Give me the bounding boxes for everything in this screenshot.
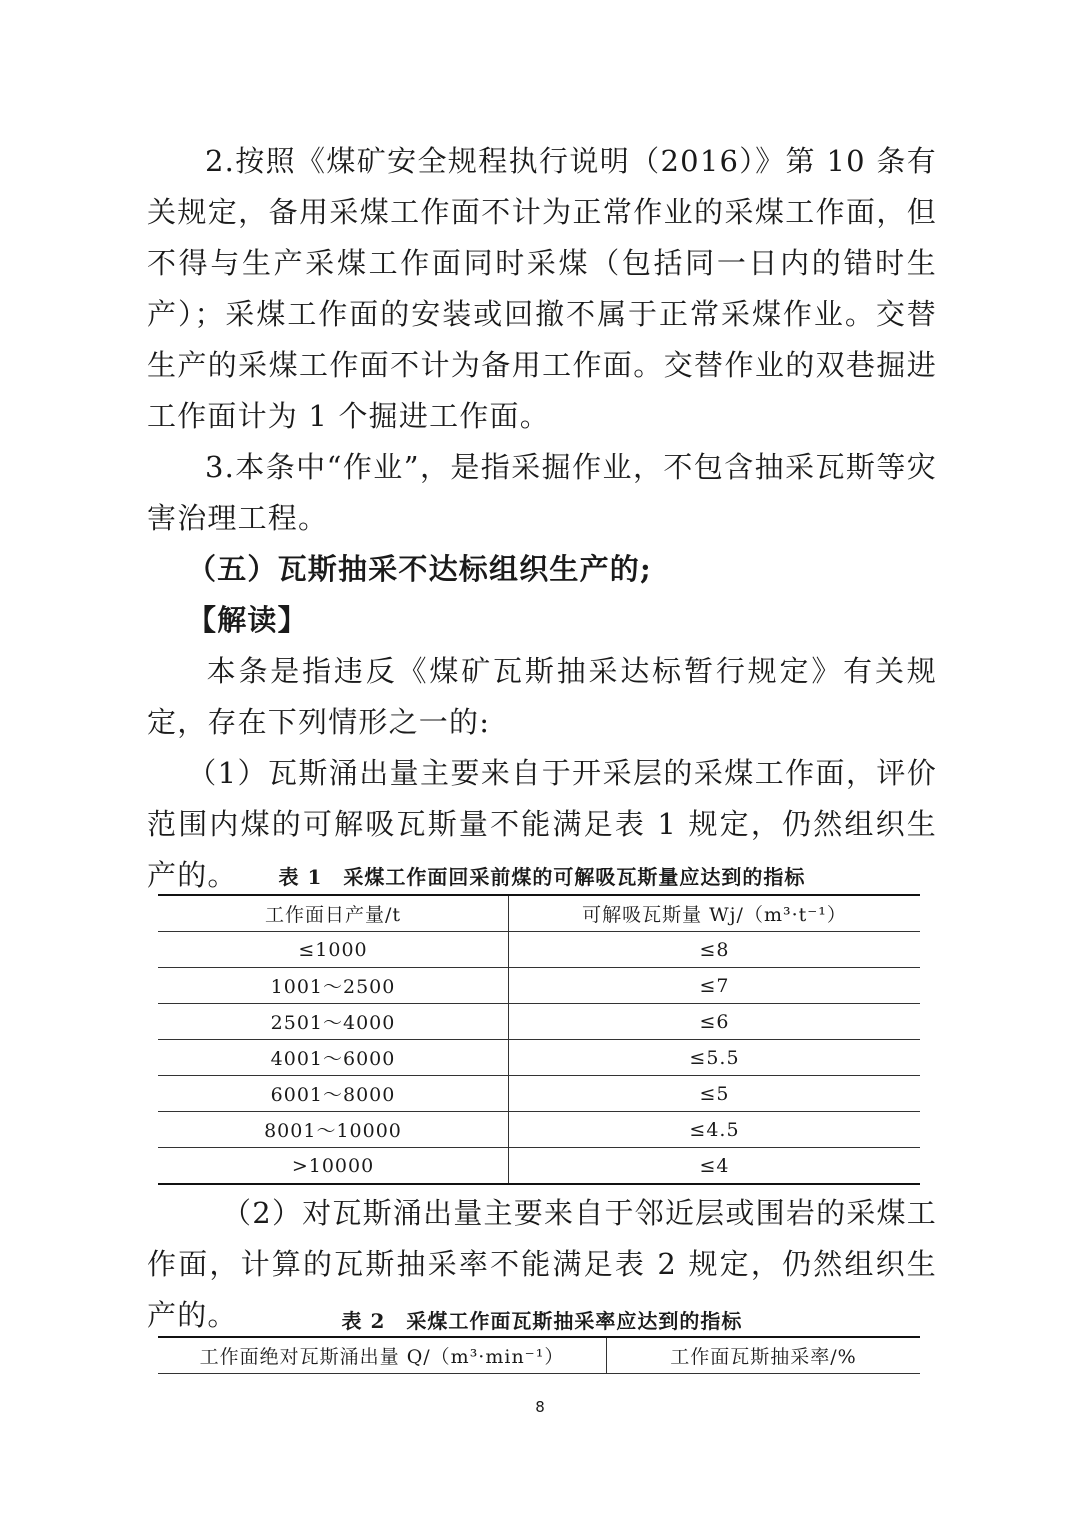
table1-cell: ≤8 (509, 932, 921, 968)
paragraph-item-2 (147, 136, 937, 442)
table1-header-cell: 可解吸瓦斯量 Wj/（m³·t⁻¹） (509, 895, 921, 932)
table1-row (158, 1004, 920, 1040)
table1-row (158, 1112, 920, 1148)
paragraph-intro-text: 本条是指违反《煤矿瓦斯抽采达标暂行规定》有关规定，存在下列情形之一的: (147, 654, 937, 739)
section-heading-5-text: （五）瓦斯抽采不达标组织生产的; (187, 552, 652, 586)
table2-caption: 表 2 采煤工作面瓦斯抽采率应达到的指标 (341, 1309, 743, 1333)
table2-header-row (158, 1337, 920, 1374)
paragraph-intro (147, 646, 937, 748)
table1-row (158, 932, 920, 968)
table1-caption: 表 1 采煤工作面回采前煤的可解吸瓦斯量应达到的指标 (278, 865, 806, 889)
table1-cell: 2501～4000 (158, 1004, 509, 1040)
table1-row (158, 1076, 920, 1112)
table1-cell: ≤5 (509, 1076, 921, 1112)
table1-cell: ≤7 (509, 968, 921, 1004)
table1-cell: ≤6 (509, 1004, 921, 1040)
table2 (158, 1336, 920, 1374)
table1-row (158, 1148, 920, 1185)
table1-cell: 8001～10000 (158, 1112, 509, 1148)
table1-cell: 1001～2500 (158, 968, 509, 1004)
interpretation-heading-text: 【解读】 (187, 603, 308, 637)
table1-cell: ≤5.5 (509, 1040, 921, 1076)
paragraph-case-2-text: （2）对瓦斯涌出量主要来自于邻近层或围岩的采煤工作面，计算的瓦斯抽采率不能满足表 2 规定，仍然组织生产的。 (147, 1196, 937, 1332)
paragraph-item-2-text: 2.按照《煤矿安全规程执行说明（2016）》第 10 条有关规定，备用采煤工作面不计为正常作业的采煤工作面，但不得与生产采煤工作面同时采煤（包括同一日内的错时生产）；采煤工作面的安装或回撤不属于正常采煤作业。交替生产的采煤工作面不计为备用工作面。交替作业的双巷掘进工作面计为 1 个掘进工作面。 (147, 144, 937, 433)
table2-header-cell: 工作面瓦斯抽采率/% (607, 1337, 921, 1374)
table1-cell: ≤4 (509, 1148, 921, 1185)
page-number: 8 (535, 1398, 545, 1416)
interpretation-heading (147, 595, 937, 646)
table1-cell: >10000 (158, 1148, 509, 1185)
table1-cell: 4001～6000 (158, 1040, 509, 1076)
table1 (158, 894, 920, 1185)
table1-cell: ≤1000 (158, 932, 509, 968)
table1-cell: 6001～8000 (158, 1076, 509, 1112)
table2-header-cell: 工作面绝对瓦斯涌出量 Q/（m³·min⁻¹） (158, 1337, 607, 1374)
section-heading-5 (147, 544, 937, 595)
paragraph-item-3 (147, 442, 937, 544)
table1-row (158, 1040, 920, 1076)
paragraph-case-1-text: （1）瓦斯涌出量主要来自于开采层的采煤工作面，评价范围内煤的可解吸瓦斯量不能满足表 1 规定，仍然组织生产的。 (147, 756, 937, 892)
table1-header-row (158, 895, 920, 932)
table1-row (158, 968, 920, 1004)
paragraph-item-3-text: 3.本条中“作业”，是指采掘作业，不包含抽采瓦斯等灾害治理工程。 (147, 450, 937, 535)
table1-header-cell: 工作面日产量/t (158, 895, 509, 932)
table1-cell: ≤4.5 (509, 1112, 921, 1148)
